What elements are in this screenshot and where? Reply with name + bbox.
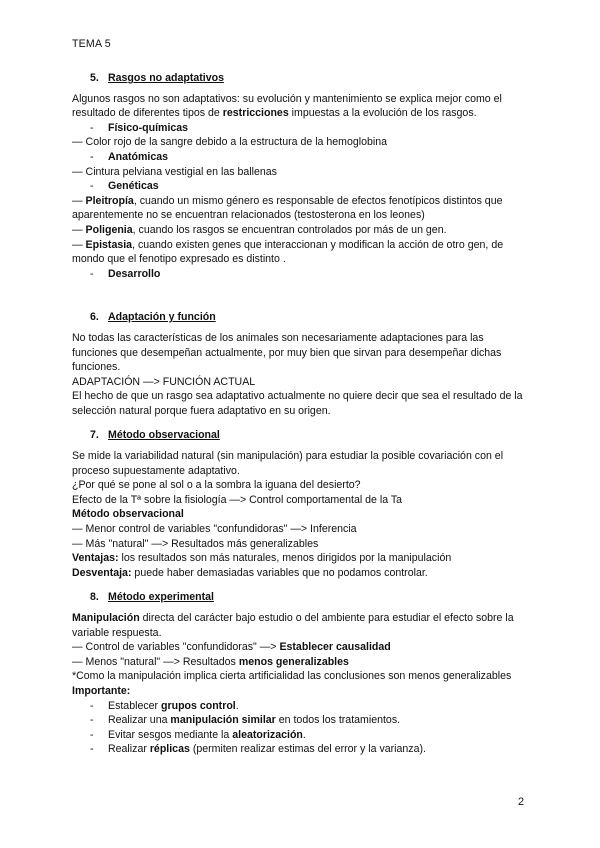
- importante-item-1: - Establecer grupos control.: [90, 699, 239, 712]
- restriction-fisico-quimicas: - Físico-químicas: [90, 121, 189, 134]
- section-7-l1: — Menor control de variables "confundidoras" —> Inferencia: [72, 523, 357, 536]
- restriction-desarrollo: - Desarrollo: [90, 267, 161, 280]
- section-6-heading: 6. Adaptación y función: [90, 311, 216, 324]
- section-7-p3: Efecto de la Tª sobre la fisiología —> Control comportamental de la Ta: [72, 493, 403, 506]
- section-7-subheading: Método observacional: [72, 508, 184, 521]
- section-8-heading: 8. Método experimental: [90, 591, 214, 604]
- importante-item-4: - Realizar réplicas (permiten realizar estimas del error y la varianza).: [90, 743, 426, 756]
- importante-label: Importante:: [72, 684, 131, 697]
- anatomicas-example: — Cintura pelviana vestigial en las ballenas: [72, 165, 277, 178]
- restriction-anatomicas: - Anatómicas: [90, 150, 169, 163]
- pleiotropia-item: — Pleitropía, cuando un mismo género es responsable de efectos fenotípicos distintos que aparentemente no se encuentran relacionados (testosterona en los leones): [72, 194, 503, 222]
- restriction-geneticas: - Genéticas: [90, 180, 159, 193]
- section-8-title: Método experimental: [108, 591, 214, 604]
- page-number: 2: [518, 796, 525, 808]
- importante-item-2: - Realizar una manipulación similar en todos los tratamientos.: [90, 714, 401, 727]
- section-8-l1: — Control de variables "confundidoras" —> Establecer causalidad: [72, 641, 391, 654]
- section-8-note: *Como la manipulación implica cierta artificialidad las conclusiones son menos generalizables: [72, 670, 512, 683]
- section-8-l2: — Menos "natural" —> Resultados menos generalizables: [72, 655, 349, 668]
- epistasia-item: — Epistasia, cuando existen genes que interaccionan y modifican la acción de otro gen, de mondo que el fenotipo expresado es distinto .: [72, 238, 504, 266]
- section-6-title: Adaptación y función: [108, 311, 216, 324]
- section-7-p1: Se mide la variabilidad natural (sin manipulación) para estudiar la posible covariación con el proceso supuestamente adaptativo.: [72, 450, 504, 477]
- section-6-p2: ADAPTACIÓN —> FUNCIÓN ACTUAL: [72, 375, 256, 388]
- section-5-title: Rasgos no adaptativos: [108, 72, 224, 84]
- section-5-number: 5.: [90, 72, 99, 84]
- section-7-title: Método observacional: [108, 429, 220, 442]
- ventajas-line: Ventajas: los resultados son más naturales, menos dirigidos por la manipulación: [72, 552, 452, 565]
- section-6-p1: No todas las características de los animales son necesariamente adaptaciones para las funciones que desempeñan actualmente, por muy bien que sirvan para desempeñar dichas funciones.: [72, 331, 502, 374]
- section-7-l2: — Más "natural" —> Resultados más generalizables: [72, 537, 319, 550]
- desventaja-line: Desventaja: puede haber demasiadas variables que no podamos controlar.: [72, 566, 428, 579]
- section-7-p2: ¿Por qué se pone al sol o a la sombra la iguana del desierto?: [72, 479, 361, 492]
- section-8-p1: Manipulación directa del carácter bajo estudio o del ambiente para estudiar el efecto sobre la variable respuesta.: [72, 612, 514, 639]
- fisico-example: — Color rojo de la sangre debido a la estructura de la hemoglobina: [72, 136, 388, 149]
- section-6-p3: El hecho de que un rasgo sea adaptativo actualmente no quiere decir que sea el resultado de la selección natural porque fuera adaptativo en su origen.: [72, 390, 523, 417]
- section-5-intro: Algunos rasgos no son adaptativos: su evolución y mantenimiento se explica mejor como el resultado de diferentes tipos de restricciones impuestas a la evolución de los rasgos.: [72, 92, 502, 120]
- poligenia-item: — Poligenia, cuando los rasgos se encuentran controlados por más de un gen.: [72, 223, 447, 236]
- importante-item-3: - Evitar sesgos mediante la aleatorización.: [90, 728, 306, 741]
- section-5-heading: [90, 71, 530, 86]
- section-7-heading: 7. Método observacional: [90, 429, 220, 442]
- page-content: [72, 71, 530, 757]
- page-header: TEMA 5: [72, 38, 111, 50]
